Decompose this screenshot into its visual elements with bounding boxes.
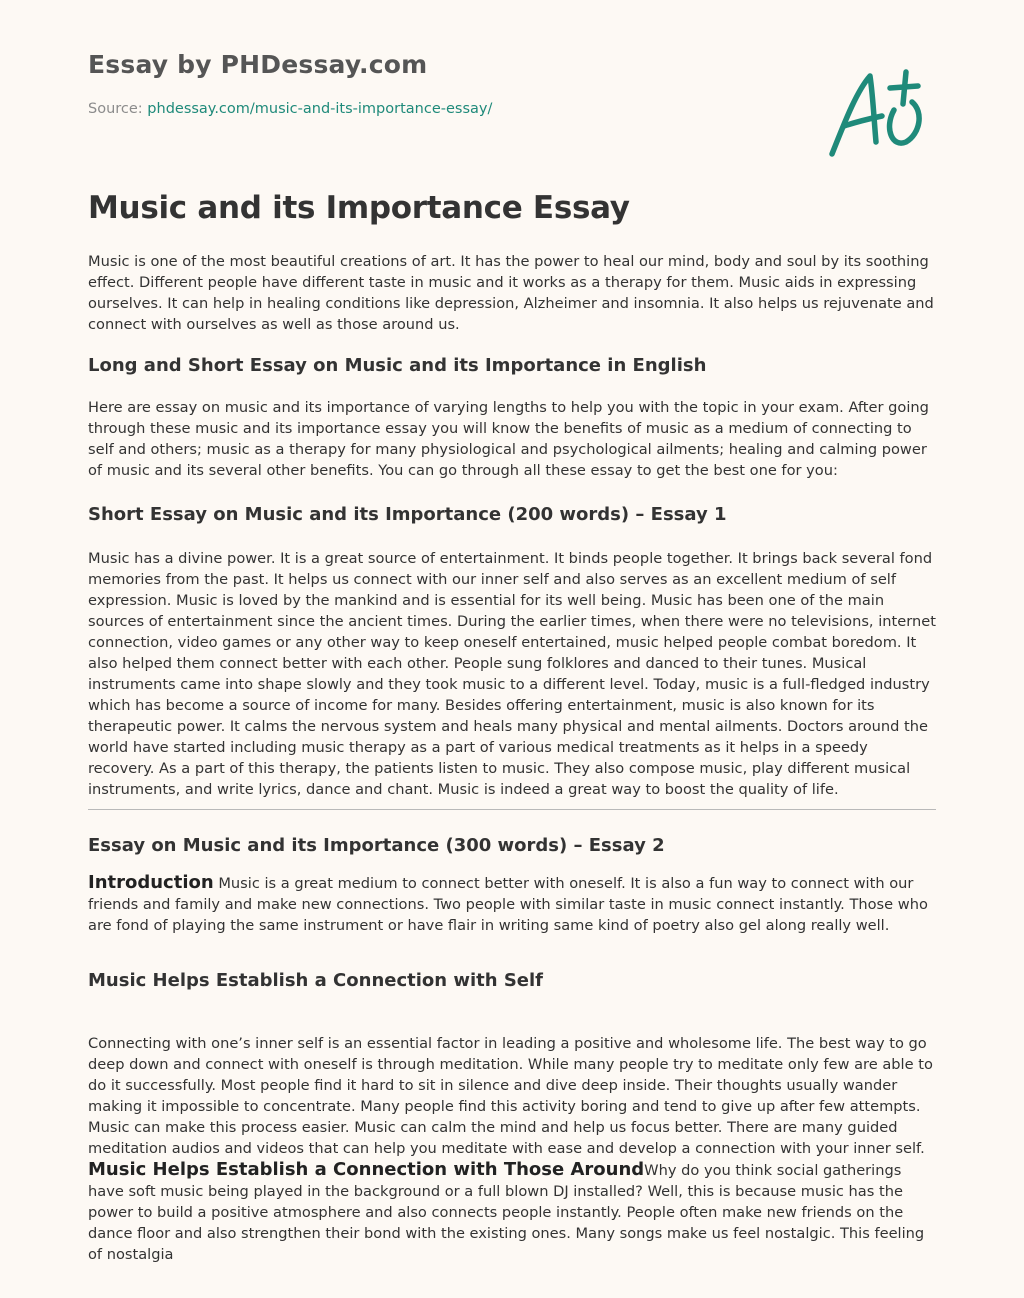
heading-essay-1: Short Essay on Music and its Importance (200 words) – Essay 1 [88, 504, 727, 525]
around-connection-paragraph [88, 1159, 936, 1265]
heading-around-connection: Music Helps Establish a Connection with Those Around [88, 1159, 645, 1180]
essay-content [88, 251, 936, 1265]
around-connection-text: Why do you think social gatherings have soft music being played in the background or a full blown DJ installed? Well, this is because music has the power to build a positive atmosphere and also connects people instantly. People often make new friends on the dance floor and also strengthen their bond with the existing ones. Many songs make us feel nostalgic. This feeling of nostalgia [88, 1162, 925, 1263]
heading-self-connection: Music Helps Establish a Connection with Self [88, 970, 544, 991]
self-connection-paragraph: Connecting with one’s inner self is an essential factor in leading a positive and wholesome life. The best way to go deep down and connect with oneself is through meditation. While many people try to meditate only few are able to do it successfully. Most people find it hard to sit in silence and dive deep inside. Their thoughts usually wander making it impossible to concentrate. Many people find this activity boring and tend to give up after few attempts. Music can make this process easier. Music can calm the mind and help us focus better. There are many guided meditation audios and videos that can help you meditate with ease and develop a connection with your inner self. [88, 1035, 933, 1157]
heading-long-short: Long and Short Essay on Music and its Importance in English [88, 355, 707, 376]
page-title: Music and its Importance Essay [88, 190, 630, 226]
a-plus-logo [826, 62, 926, 162]
essay-1-paragraph: Music has a divine power. It is a great source of entertainment. It binds people together. It brings back several fond memories from the past. It helps us connect with our inner self and also serves as an excellent medium of self expression. Music is loved by the mankind and is essential for its well being. Music has been one of the main sources of entertainment since the ancient times. During the earlier times, when there were no televisions, internet connection, video games or any other way to keep oneself entertained, music helped people combat boredom. It also helped them connect better with each other. People sung folklores and danced to their tunes. Musical instruments came into shape slowly and they took music to a different level. Today, music is a full-fledged industry which has become a source of income for many. Besides offering entertainment, music is also known for its therapeutic power. It calms the nervous system and heals many physical and mental ailments. Doctors around the world have started including music therapy as a part of various medical treatments as it helps in a speedy recovery. As a part of this therapy, the patients listen to music. They also compose music, play different musical instruments, and write lyrics, dance and chant. Music is indeed a great way to boost the quality of life. [88, 550, 936, 798]
section-divider [88, 809, 936, 810]
source-link[interactable]: phdessay.com/music-and-its-importance-essay/ [147, 101, 493, 117]
intro-paragraph: Music is one of the most beautiful creations of art. It has the power to heal our mind, body and soul by its soothing effect. Different people have different taste in music and it works as a therapy for them. Music aids in expressing ourselves. It can help in healing conditions like depression, Alzheimer and insomnia. It also helps us rejuvenate and connect with ourselves as well as those around us. [88, 253, 934, 333]
essay-2-intro-text: Music is a great medium to connect better with oneself. It is also a fun way to connect with our friends and family and make new connections. Two people with similar taste in music connect instantly. Those who are fond of playing the same instrument or have flair in writing same kind of poetry also gel along really well. [88, 875, 928, 934]
source-label: Source: [88, 101, 143, 117]
heading-introduction: Introduction [88, 872, 214, 893]
source-line [88, 101, 492, 117]
overview-paragraph: Here are essay on music and its importance of varying lengths to help you with the topic in your exam. After going through these music and its importance essay you will know the benefits of music as a medium of connecting to self and others; music as a therapy for many physiological and psychological ailments; healing and calming power of music and its several other benefits. You can go through all these essay to get the best one for you: [88, 399, 929, 479]
essay-2-intro-paragraph [88, 872, 936, 936]
heading-essay-2: Essay on Music and its Importance (300 words) – Essay 2 [88, 835, 665, 856]
site-brand: Essay by PHDessay.com [88, 50, 428, 79]
